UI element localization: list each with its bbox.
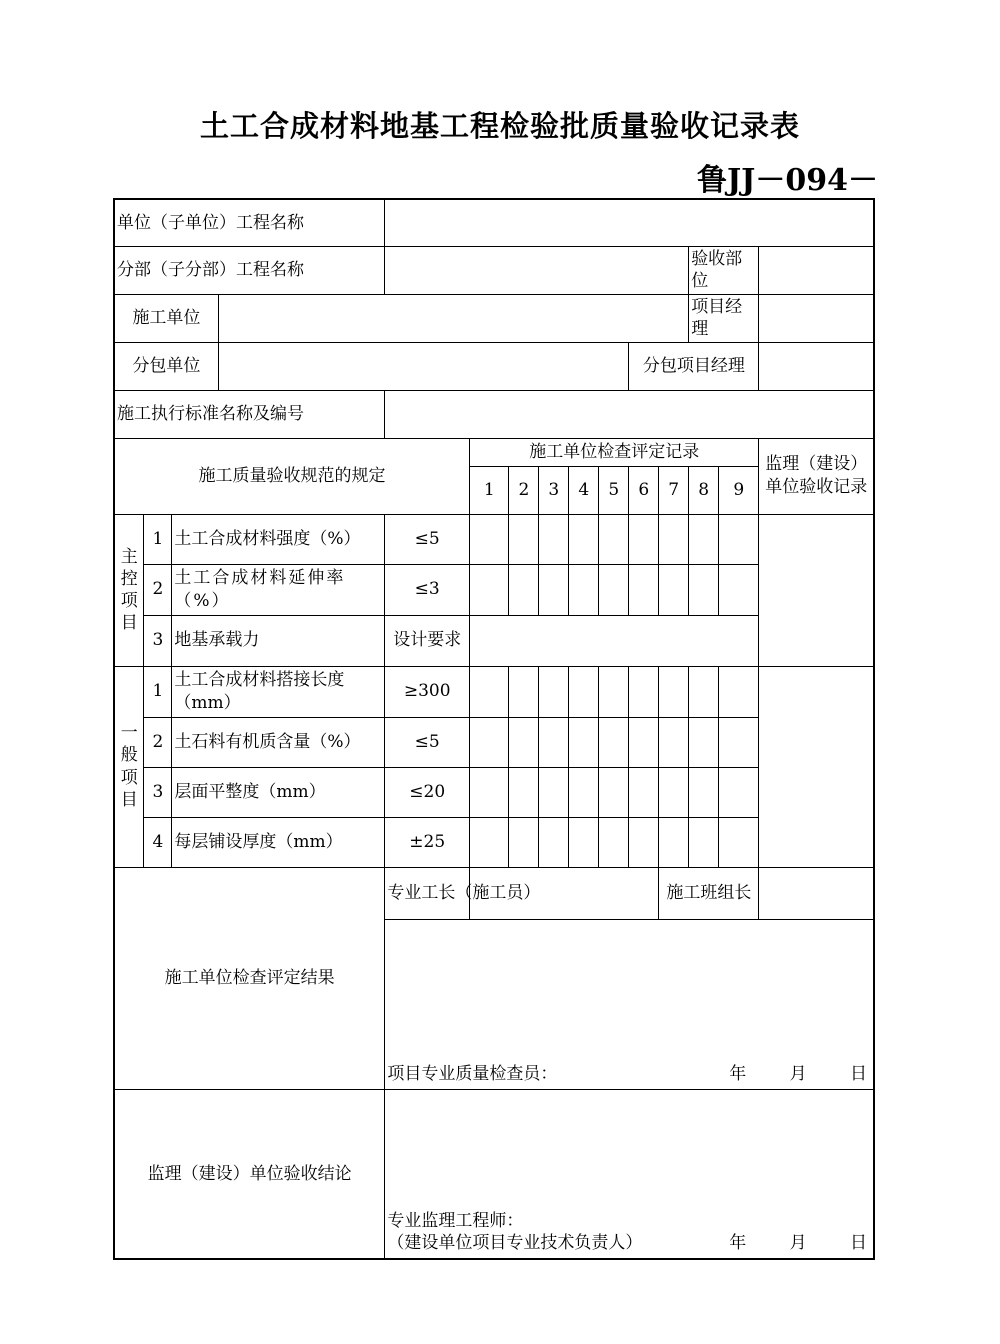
- general-item-row: [114, 666, 874, 717]
- check-cell[interactable]: [539, 767, 569, 817]
- check-cell[interactable]: [659, 666, 689, 717]
- check-cell[interactable]: [719, 564, 759, 615]
- item-number: 2: [144, 564, 172, 615]
- check-cell[interactable]: [659, 564, 689, 615]
- sub-name-row: [114, 246, 874, 294]
- item-name: 土石料有机质含量（%）: [172, 717, 385, 767]
- check-cell[interactable]: [599, 767, 629, 817]
- check-cell[interactable]: [599, 717, 629, 767]
- main-supervision-cell[interactable]: [759, 514, 874, 666]
- month-label: 月: [789, 1063, 807, 1084]
- day-label: 日: [850, 1063, 867, 1084]
- check-cell[interactable]: [689, 564, 719, 615]
- item-number: 4: [144, 817, 172, 867]
- check-cell[interactable]: [569, 514, 599, 564]
- team-leader-field[interactable]: [759, 867, 874, 919]
- check-cell[interactable]: [509, 514, 539, 564]
- check-num: 1: [470, 466, 509, 514]
- construction-unit-row: [114, 294, 874, 342]
- subcontract-manager-label: 分包项目经理: [629, 342, 759, 390]
- check-result-label: 施工单位检查评定结果: [114, 867, 385, 1089]
- subcontract-row: [114, 342, 874, 390]
- check-cell[interactable]: [470, 717, 509, 767]
- check-num: 3: [539, 466, 569, 514]
- unit-name-row: [114, 199, 874, 246]
- check-cell[interactable]: [470, 817, 509, 867]
- owner-label: （建设单位项目专业技术负责人）: [387, 1233, 643, 1253]
- check-num: 9: [719, 466, 759, 514]
- accept-part-field[interactable]: [759, 246, 874, 294]
- check-cell[interactable]: [599, 514, 629, 564]
- acceptance-label: 监理（建设）单位验收结论: [114, 1089, 385, 1259]
- check-cell[interactable]: [659, 817, 689, 867]
- check-cell[interactable]: [470, 767, 509, 817]
- check-cell[interactable]: [629, 717, 659, 767]
- spec-header-row: [114, 438, 874, 466]
- acceptance-row: [114, 1089, 874, 1259]
- item-requirement: ≤5: [385, 514, 470, 564]
- check-num: 6: [629, 466, 659, 514]
- check-result-area[interactable]: [385, 919, 874, 1089]
- month-label: 月: [789, 1233, 807, 1253]
- check-cell[interactable]: [599, 564, 629, 615]
- sub-name-label: 分部（子分部）工程名称: [114, 246, 385, 294]
- check-cell[interactable]: [509, 817, 539, 867]
- check-cell[interactable]: [569, 564, 599, 615]
- check-cell[interactable]: [509, 767, 539, 817]
- item-number: 3: [144, 767, 172, 817]
- item-name: 地基承载力: [172, 615, 385, 666]
- check-num: 5: [599, 466, 629, 514]
- standard-row: [114, 390, 874, 438]
- subcontract-manager-field[interactable]: [759, 342, 874, 390]
- project-manager-field[interactable]: [759, 294, 874, 342]
- sub-name-field[interactable]: [385, 246, 689, 294]
- standard-field[interactable]: [385, 390, 874, 438]
- project-manager-label: 项目经理: [689, 294, 759, 342]
- check-cell[interactable]: [599, 817, 629, 867]
- check-cell[interactable]: [629, 666, 659, 717]
- item-name: 土工合成材料搭接长度（mm）: [172, 666, 385, 717]
- check-cell[interactable]: [599, 666, 629, 717]
- general-group-label: 一般项目: [114, 666, 144, 867]
- check-num: 2: [509, 466, 539, 514]
- main-item-row: [114, 514, 874, 564]
- check-cell[interactable]: [569, 817, 599, 867]
- check-cell[interactable]: [689, 817, 719, 867]
- subcontract-unit-field[interactable]: [218, 342, 628, 390]
- item-requirement: ≤5: [385, 717, 470, 767]
- check-cell[interactable]: [629, 817, 659, 867]
- item-number: 2: [144, 717, 172, 767]
- unit-name-field[interactable]: [385, 199, 874, 246]
- construction-unit-field[interactable]: [218, 294, 688, 342]
- check-cell[interactable]: [659, 717, 689, 767]
- item-name: 土工合成材料延伸率（%）: [172, 564, 385, 615]
- check-cell[interactable]: [470, 514, 509, 564]
- check-num: 7: [659, 466, 689, 514]
- year-label: 年: [729, 1233, 747, 1253]
- record-label: 施工单位检查评定记录: [470, 438, 759, 466]
- check-cell[interactable]: [470, 666, 509, 717]
- acceptance-area[interactable]: [385, 1089, 874, 1259]
- year-label: 年: [729, 1063, 747, 1084]
- check-cell[interactable]: [719, 717, 759, 767]
- check-num: 4: [569, 466, 599, 514]
- check-cell[interactable]: [689, 767, 719, 817]
- check-cell[interactable]: [539, 666, 569, 717]
- main-group-label: 主控项目: [114, 514, 144, 666]
- check-cell[interactable]: [569, 767, 599, 817]
- check-cell[interactable]: [659, 514, 689, 564]
- check-cell[interactable]: [539, 817, 569, 867]
- supervision-label: 监理（建设）单位验收记录: [759, 438, 874, 514]
- form-title: 土工合成材料地基工程检验批质量验收记录表: [199, 109, 800, 143]
- check-cell[interactable]: [569, 666, 599, 717]
- check-cell[interactable]: [509, 717, 539, 767]
- general-supervision-cell[interactable]: [759, 666, 874, 867]
- item-requirement: ≤20: [385, 767, 470, 817]
- inspection-form: [113, 198, 875, 1260]
- check-cell[interactable]: [470, 564, 509, 615]
- check-cell[interactable]: [689, 514, 719, 564]
- item-requirement: ±25: [385, 817, 470, 867]
- check-cell[interactable]: [689, 666, 719, 717]
- check-cell[interactable]: [539, 514, 569, 564]
- standard-label: 施工执行标准名称及编号: [114, 390, 385, 438]
- item-requirement: 设计要求: [385, 615, 470, 666]
- item-name: 层面平整度（mm）: [172, 767, 385, 817]
- check-cell[interactable]: [659, 767, 689, 817]
- check-cell[interactable]: [509, 666, 539, 717]
- form-code: 鲁JJ－094－: [696, 163, 878, 198]
- item-name: 每层铺设厚度（mm）: [172, 817, 385, 867]
- check-cell[interactable]: [719, 514, 759, 564]
- check-cell[interactable]: [629, 514, 659, 564]
- check-cell[interactable]: [719, 767, 759, 817]
- engineer-label: 专业监理工程师：: [387, 1210, 524, 1231]
- check-cell[interactable]: [569, 717, 599, 767]
- day-label: 日: [850, 1233, 867, 1253]
- spec-label: 施工质量验收规范的规定: [114, 438, 470, 514]
- foreman-row: [114, 867, 874, 919]
- accept-part-label: 验收部位: [689, 246, 759, 294]
- item-requirement: ≥300: [385, 666, 470, 717]
- inspector-label: 项目专业质量检查员：: [387, 1063, 558, 1084]
- check-cell[interactable]: [629, 767, 659, 817]
- item-number: 1: [144, 666, 172, 717]
- check-cell[interactable]: [539, 717, 569, 767]
- item-name: 土工合成材料强度（%）: [172, 514, 385, 564]
- item-number: 3: [144, 615, 172, 666]
- unit-name-label: 单位（子单位）工程名称: [114, 199, 385, 246]
- check-cell[interactable]: [509, 564, 539, 615]
- check-cell[interactable]: [719, 666, 759, 717]
- item-number: 1: [144, 514, 172, 564]
- team-leader-label: 施工班组长: [659, 867, 759, 919]
- foreman-label: 专业工长（施工员）: [385, 867, 470, 919]
- bearing-capacity-record[interactable]: [470, 615, 759, 666]
- check-cell[interactable]: [689, 717, 719, 767]
- check-cell[interactable]: [629, 564, 659, 615]
- check-cell[interactable]: [539, 564, 569, 615]
- check-num: 8: [689, 466, 719, 514]
- construction-unit-label: 施工单位: [114, 294, 218, 342]
- item-requirement: ≤3: [385, 564, 470, 615]
- subcontract-unit-label: 分包单位: [114, 342, 218, 390]
- check-cell[interactable]: [719, 817, 759, 867]
